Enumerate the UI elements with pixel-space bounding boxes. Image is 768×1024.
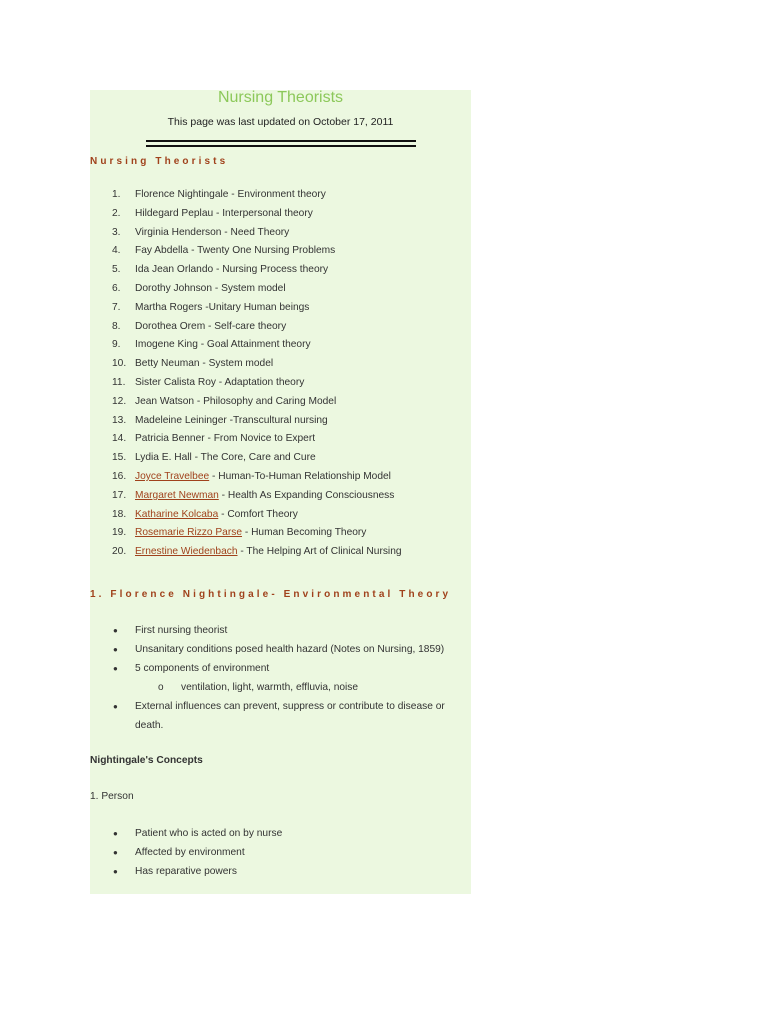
list-number: 4.: [112, 245, 121, 257]
list-number: 20.: [112, 546, 127, 558]
theorist-entry: [135, 321, 286, 332]
person-points-list: [90, 824, 465, 881]
list-item: [90, 640, 465, 659]
theorist-description: Madeleine Leininger -Transcultural nursing: [135, 414, 328, 426]
theorist-entry: [135, 546, 402, 557]
list-number: 16.: [112, 470, 127, 482]
theorist-description: Jean Watson - Philosophy and Caring Model: [135, 395, 337, 407]
theorist-entry: [135, 471, 391, 482]
list-number: 9.: [112, 339, 121, 351]
list-item: [90, 824, 465, 843]
theorist-entry: [135, 302, 309, 313]
bullet-icon: ●: [113, 664, 118, 673]
sub-list-item: [90, 678, 465, 697]
list-number: 11.: [112, 376, 126, 388]
list-item: [90, 862, 465, 881]
list-item-text: First nursing theorist: [135, 625, 228, 636]
theorist-link[interactable]: Ernestine Wiedenbach: [135, 546, 238, 558]
list-number: 10.: [112, 358, 127, 370]
list-number: 5.: [112, 264, 121, 276]
list-number: 12.: [112, 395, 127, 407]
bullet-icon: ●: [113, 829, 118, 838]
theorist-description: Fay Abdella - Twenty One Nursing Problems: [135, 245, 336, 257]
theorist-entry: [135, 452, 316, 463]
theorist-entry: [135, 509, 298, 520]
theorist-entry: [135, 433, 315, 444]
list-number: 14.: [112, 433, 127, 445]
theorist-link[interactable]: Katharine Kolcaba: [135, 508, 219, 520]
theorist-description: - The Helping Art of Clinical Nursing: [237, 546, 402, 558]
theorist-entry: [135, 227, 289, 238]
list-number: 19.: [112, 527, 127, 539]
circle-bullet-icon: o: [158, 682, 164, 693]
theorist-entry: [135, 283, 286, 294]
list-number: 8.: [112, 320, 121, 332]
theorist-description: - Health As Expanding Consciousness: [218, 489, 395, 501]
list-item-text: External influences can prevent, suppress or contribute to disease or death.: [135, 701, 445, 731]
theorist-description: Sister Calista Roy - Adaptation theory: [135, 376, 305, 388]
list-number: 2.: [112, 207, 121, 219]
sub-list-item-text: ventilation, light, warmth, effluvia, noise: [181, 682, 359, 693]
section-heading-nursing-theorists: Nursing Theorists: [90, 156, 229, 167]
list-item-text: Unsanitary conditions posed health hazard (Notes on Nursing, 1859): [135, 644, 445, 655]
list-number: 3.: [112, 226, 121, 238]
theorist-entry: [135, 415, 328, 426]
list-item-text: Has reparative powers: [135, 866, 237, 877]
theorist-entry: [135, 490, 394, 501]
theorist-link[interactable]: Margaret Newman: [135, 489, 219, 501]
theorist-description: Lydia E. Hall - The Core, Care and Cure: [135, 452, 316, 464]
list-number: 13.: [112, 414, 127, 426]
theorist-entry: [135, 245, 335, 256]
list-item: [90, 697, 465, 735]
list-item-text: Affected by environment: [135, 847, 245, 858]
theorist-description: Martha Rogers -Unitary Human beings: [135, 301, 310, 313]
theorist-description: Ida Jean Orlando - Nursing Process theory: [135, 264, 329, 276]
theorist-entry: [135, 208, 313, 219]
theorist-entry: [135, 339, 311, 350]
theorist-description: Virginia Henderson - Need Theory: [135, 226, 290, 238]
theorist-description: Florence Nightingale - Environment theory: [135, 189, 326, 200]
theorist-description: Patricia Benner - From Novice to Expert: [135, 433, 316, 445]
list-item-text: Patient who is acted on by nurse: [135, 828, 283, 839]
theorist-description: Dorothea Orem - Self-care theory: [135, 320, 287, 332]
theorist-description: Dorothy Johnson - System model: [135, 282, 286, 294]
list-number: 15.: [112, 452, 127, 464]
section-heading-nightingale: 1. Florence Nightingale- Environmental Theory: [90, 589, 452, 600]
list-item: [90, 659, 465, 678]
bullet-icon: ●: [113, 702, 118, 711]
theorist-entry: [135, 377, 304, 388]
bullet-icon: ●: [113, 645, 118, 654]
double-divider: [146, 140, 416, 147]
list-number: 6.: [112, 282, 121, 294]
theorist-entry: [135, 189, 326, 200]
theorist-description: Betty Neuman - System model: [135, 358, 274, 370]
theorist-description: - Human-To-Human Relationship Model: [209, 470, 391, 482]
bullet-icon: ●: [113, 867, 118, 876]
theorist-link[interactable]: Rosemarie Rizzo Parse: [135, 527, 243, 539]
last-updated-text: This page was last updated on October 17, 2011: [167, 116, 394, 128]
list-number: 17.: [112, 489, 127, 501]
list-item-text: 5 components of environment: [135, 663, 270, 674]
nightingale-points-list: [90, 621, 465, 735]
theorist-description: - Comfort Theory: [218, 508, 298, 520]
list-item: [90, 843, 465, 862]
concepts-label: Nightingale's Concepts: [90, 755, 203, 766]
list-number: 18.: [112, 508, 127, 520]
person-label: 1. Person: [90, 791, 134, 802]
page-title: Nursing Theorists: [217, 89, 344, 106]
theorist-description: Hildegard Peplau - Interpersonal theory: [135, 207, 313, 219]
list-number: 7.: [112, 301, 121, 313]
theorist-link[interactable]: Joyce Travelbee: [135, 470, 210, 482]
theorist-description: - Human Becoming Theory: [242, 527, 367, 539]
list-number: 1.: [112, 189, 121, 200]
theorist-entry: [135, 358, 273, 369]
theorist-description: Imogene King - Goal Attainment theory: [135, 339, 311, 351]
theorist-entry: [135, 527, 366, 538]
bullet-icon: ●: [113, 848, 118, 857]
theorist-entry: [135, 264, 328, 275]
theorist-entry: [135, 396, 336, 407]
list-item: [90, 621, 465, 640]
bullet-icon: ●: [113, 626, 118, 635]
